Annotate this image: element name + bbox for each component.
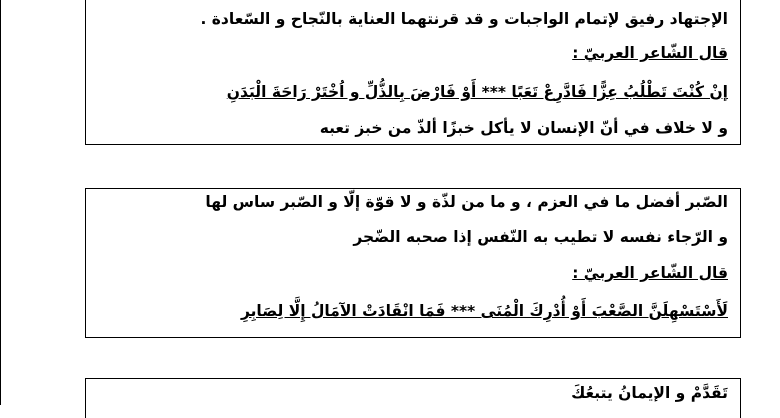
text-box-patience <box>85 188 741 338</box>
poet-intro-heading: قال الشّاعر العربيّ : <box>572 44 728 62</box>
text-box-diligence <box>85 0 741 145</box>
poem-verse: إنْ كُنْتَ تَطْلُبُ عِزًّا فَادَّرِعْ تَعَبًا *** أَوْ فَارْضَ بِالذُّلِّ و اُخْتَرْ رَاحَةَ الْبَدَنِ <box>226 83 728 101</box>
paragraph-line: تَقَدَّمْ و الإيمانُ يتبعُكَ <box>571 384 728 402</box>
poem-verse: لَأَسْتَسْهِلَنَّ الصَّعْبَ أَوْ أُدْرِكَ الْمُنَى *** فَمَا انْقَادَتْ الآمَالُ إِلَّا لِصَابِرِ <box>240 302 728 320</box>
paragraph-line: الإجتهاد رفيق لإتمام الواجبات و قد قرنتهما العناية بالنّجاح و السّعادة . <box>200 10 728 28</box>
text-box-faith <box>85 378 741 418</box>
paragraph-line: و الرّجاء نفسه لا تطيب به النّفس إذا صحبه الضّجر <box>353 228 728 246</box>
poet-intro-heading: قال الشّاعر العربيّ : <box>572 264 728 282</box>
page-left-edge <box>0 0 1 405</box>
paragraph-line: الصّبر أفضل ما في العزم ، و ما من لذّة و لا قوّة إلّا و الصّبر ساس لها <box>205 193 728 211</box>
paragraph-line: و لا خلاف في أنّ الإنسان لا يأكل خبزًا ألذّ من خبز تعبه <box>319 119 728 137</box>
